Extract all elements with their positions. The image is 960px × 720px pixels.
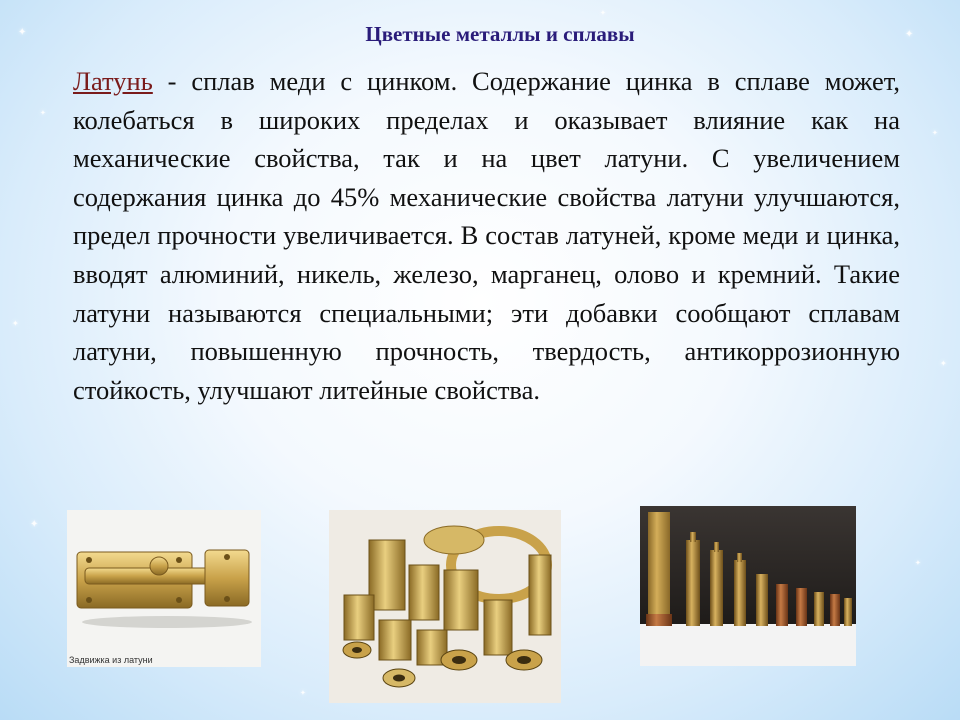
latch-photo	[67, 510, 261, 667]
sparkle-decoration: ✦	[30, 519, 39, 530]
sparkle-decoration: ✦	[940, 359, 947, 368]
paragraph-text: - сплав меди с цинком. Содержание цинка в сплаве может, колебаться в широких пределах и оказывает влияние как на механические свойства, так и на цвет латуни. С увеличением содержания цинка до 45% механические свойства латуни улучшаются, предел прочности увеличивается. В состав латуней, кроме меди и цинка, вводят алюминий, никель, железо, марганец, олово и кремний. Такие латуни называются специальными; эти добавки сообщают сплавам латуни, повышенную прочность, твердость, антикоррозионную стойкость, улучшают литейные свойства.	[73, 66, 900, 405]
sparkle-decoration: ✦	[600, 9, 606, 17]
fittings-photo	[329, 510, 561, 703]
sparkle-decoration: ✦	[915, 559, 921, 567]
sparkle-decoration: ✦	[40, 109, 46, 117]
casings-illustration	[640, 506, 856, 666]
fittings-illustration	[329, 510, 561, 703]
sparkle-decoration: ✦	[905, 29, 914, 40]
latch-illustration	[67, 510, 261, 667]
latch-caption: Задвижка из латуни	[69, 655, 153, 665]
sparkle-decoration: ✦	[300, 689, 306, 697]
body-paragraph	[73, 62, 900, 409]
term-brass: Латунь	[73, 66, 153, 96]
sparkle-decoration: ✦	[932, 129, 938, 137]
slide-title: Цветные металлы и сплавы	[365, 22, 635, 46]
sparkle-decoration: ✦	[18, 27, 27, 38]
sparkle-decoration: ✦	[12, 319, 19, 328]
casings-photo	[640, 506, 856, 666]
